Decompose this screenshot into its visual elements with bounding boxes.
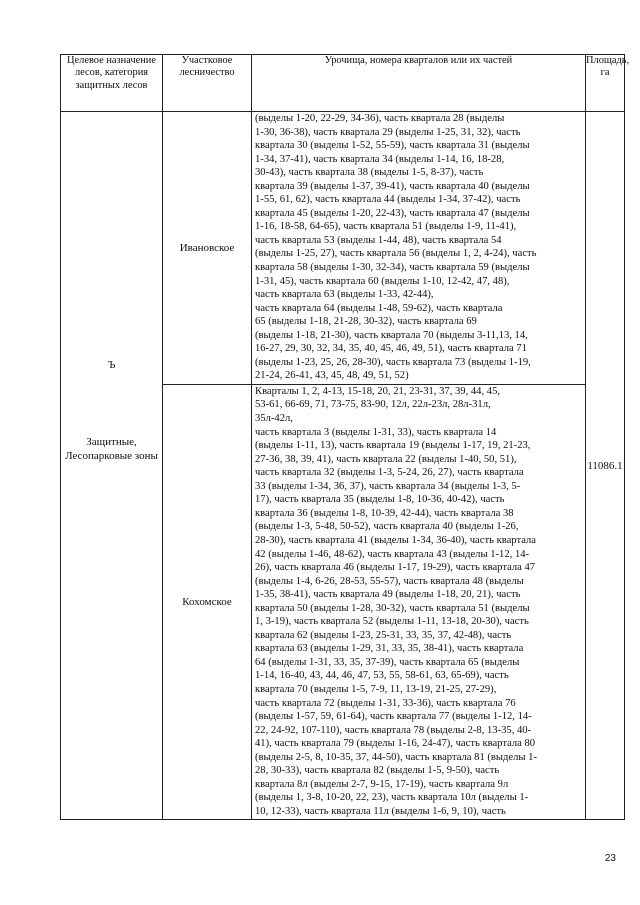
text-line: Кварталы 1, 2, 4-13, 15-18, 20, 21, 23-31, 37, 39, 44, 45,	[255, 385, 501, 397]
tracts-text	[252, 112, 586, 385]
text-line: (выделы 2-5, 8, 10-35, 37, 44-50), часть квартала 81 (выделы 1-	[255, 751, 538, 763]
area-value: 11086.1	[586, 112, 625, 820]
forestry-name: Кохомское	[163, 384, 252, 820]
text-line: 26), часть квартала 46 (выделы 1-17, 19-29), часть квартала 47	[255, 562, 536, 574]
text-line: (выделы 1-20, 22-29, 34-36), часть квартала 28 (выделы	[255, 113, 505, 124]
text-line: часть квартала 72 (выделы 1-31, 33-36), часть квартала 76	[255, 697, 516, 709]
text-line: 30-43), часть квартала 38 (выделы 1-5, 8-37), часть	[255, 167, 484, 179]
forest-table	[60, 54, 630, 820]
text-line: квартала 70 (выделы 1-5, 7-9, 11, 13-19, 21-25, 27-29),	[255, 683, 497, 695]
text-line: 53-61, 66-69, 71, 73-75, 83-90, 12л, 22л-23л, 28л-31л,	[255, 399, 491, 411]
text-line: квартала 39 (выделы 1-37, 39-41), часть квартала 40 (выделы	[255, 180, 530, 192]
text-line: квартала 62 (выделы 1-23, 25-31, 33, 35, 37, 42-48), часть	[255, 629, 512, 641]
text-line: 42 (выделы 1-46, 48-62), часть квартала 43 (выделы 1-12, 14-	[255, 548, 530, 560]
text-line: квартала 36 (выделы 1-8, 10-39, 42-44), часть квартала 38	[255, 507, 514, 519]
text-line: 35л-42л,	[255, 413, 293, 425]
text-line: 1-55, 61, 62), часть квартала 44 (выделы 1-34, 37-42), часть	[255, 194, 521, 206]
text-line: часть квартала 32 (выделы 1-3, 5-24, 26, 27), часть квартала	[255, 467, 524, 479]
header-area: Площадь, га	[586, 55, 625, 112]
text-line: (выделы 1-25, 27), часть квартала 56 (выделы 1, 2, 4-24), часть	[255, 248, 537, 260]
text-line: часть квартала 53 (выделы 1-44, 48), часть квартала 54	[255, 234, 502, 246]
purpose-label: Защитные, Лесопарковые зоны	[65, 436, 158, 462]
purpose-cell	[61, 112, 163, 820]
text-line: 1-31, 45), часть квартала 60 (выделы 1-10, 12-42, 47, 48),	[255, 275, 510, 287]
table-header-row	[61, 55, 625, 112]
text-line: квартала 50 (выделы 1-28, 30-32), часть квартала 51 (выделы	[255, 602, 530, 614]
text-line: квартала 58 (выделы 1-30, 32-34), часть квартала 59 (выделы	[255, 262, 530, 274]
forestry-name: Ивановское	[163, 112, 252, 385]
table-row	[61, 112, 625, 385]
header-purpose: Целевое назначение лесов, категория защитных лесов	[61, 55, 163, 112]
text-line: квартала 30 (выделы 1-52, 55-59), часть квартала 31 (выделы	[255, 140, 530, 152]
text-line: 22, 24-92, 107-110), часть квартала 78 (выделы 2-8, 13-35, 40-	[255, 724, 532, 736]
text-line: часть квартала 64 (выделы 1-48, 59-62), часть квартала	[255, 302, 503, 314]
text-line: 17), часть квартала 35 (выделы 1-8, 10-36, 40-42), часть	[255, 494, 505, 506]
tracts-text	[252, 384, 586, 820]
text-line: 1-30, 36-38), часть квартала 29 (выделы 1-25, 31, 32), часть	[255, 126, 521, 138]
text-line: квартала 45 (выделы 1-20, 22-43), часть квартала 47 (выделы	[255, 207, 530, 219]
text-line: 1-16, 18-58, 64-65), часть квартала 51 (выделы 1-9, 11-41),	[255, 221, 517, 233]
text-line: (выделы 1-23, 25, 26, 28-30), часть квартала 73 (выделы 1-19,	[255, 356, 531, 368]
page-number: 23	[604, 853, 616, 864]
text-line: (выделы 1-4, 6-26, 28-53, 55-57), часть квартала 48 (выделы	[255, 575, 524, 587]
text-line: 1-34, 37-41), часть квартала 34 (выделы 1-14, 16, 18-28,	[255, 153, 505, 165]
text-line: (выделы 1, 3-8, 10-20, 22, 23), часть квартала 10л (выделы 1-	[255, 792, 529, 804]
text-line: 10, 12-33), часть квартала 11л (выделы 1-6, 9, 10), часть	[255, 805, 506, 817]
text-line: 65 (выделы 1-18, 21-28, 30-32), часть квартала 69	[255, 316, 477, 328]
text-line: (выделы 1-57, 59, 61-64), часть квартала 77 (выделы 1-12, 14-	[255, 711, 532, 723]
text-line: 64 (выделы 1-31, 33, 35, 37-39), часть квартала 65 (выделы	[255, 656, 520, 668]
text-line: 27-36, 38, 39, 41), часть квартала 22 (выделы 1-40, 50, 51),	[255, 453, 517, 465]
text-line: 1-35, 38-41), часть квартала 49 (выделы 1-18, 20, 21), часть	[255, 589, 521, 601]
tracts-lines	[255, 385, 582, 819]
text-line: 21-24, 26-41, 43, 45, 48, 49, 51, 52)	[255, 370, 409, 382]
text-line: 16-27, 29, 30, 32, 34, 35, 40, 45, 46, 49, 51), часть квартала 71	[255, 343, 527, 355]
text-line: часть квартала 63 (выделы 1-33, 42-44),	[255, 289, 434, 301]
text-line: часть квартала 3 (выделы 1-31, 33), часть квартала 14	[255, 426, 497, 438]
text-line: 28-30), часть квартала 41 (выделы 1-34, 36-40), часть квартала	[255, 534, 536, 546]
text-line: (выделы 1-18, 21-30), часть квартала 70 (выделы 3-11,13, 14,	[255, 329, 528, 341]
text-line: 28, 30-33), часть квартала 82 (выделы 1-5, 9-50), часть	[255, 765, 500, 777]
purpose-mark: Ъ	[107, 359, 116, 371]
text-line: 41), часть квартала 79 (выделы 1-16, 24-47), часть квартала 80	[255, 738, 536, 750]
header-forestry: Участковое лесничество	[163, 55, 252, 112]
text-line: 33 (выделы 1-34, 36, 37), часть квартала 34 (выделы 1-3, 5-	[255, 480, 521, 492]
text-line: (выделы 1-3, 5-48, 50-52), часть квартала 40 (выделы 1-26,	[255, 521, 519, 533]
text-line: квартала 8л (выделы 2-7, 9-15, 17-19), часть квартала 9л	[255, 778, 509, 790]
text-line: (выделы 1-11, 13), часть квартала 19 (выделы 1-17, 19, 21-23,	[255, 440, 531, 452]
text-line: 1, 3-19), часть квартала 52 (выделы 1-11, 13-18, 20-30), часть	[255, 616, 529, 628]
text-line: 1-14, 16-40, 43, 44, 46, 47, 53, 55, 58-61, 63, 65-69), часть	[255, 670, 509, 682]
tracts-lines	[255, 112, 582, 383]
header-tracts: Урочища, номера кварталов или их частей	[252, 55, 586, 112]
text-line: квартала 63 (выделы 1-29, 31, 33, 35, 38-41), часть квартала	[255, 643, 524, 655]
